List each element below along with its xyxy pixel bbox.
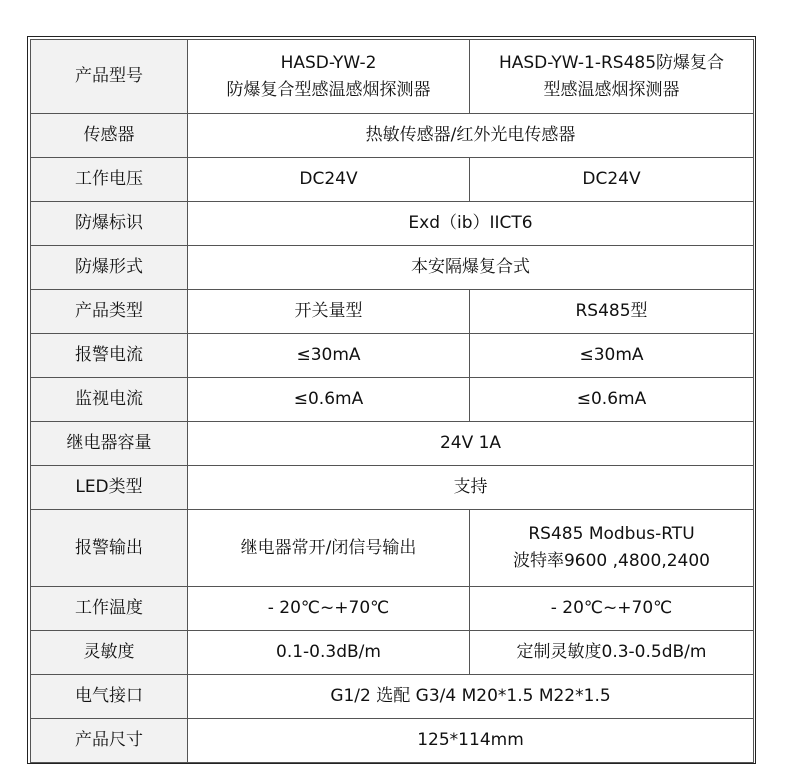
row-value-cell [188, 202, 754, 246]
cell-text-line: 型感温感烟探测器 [543, 79, 680, 100]
table-row [31, 202, 754, 246]
cell-text-line: RS485型 [575, 301, 648, 321]
cell-text-line: ≤30mA [296, 345, 361, 365]
table-row [31, 719, 754, 763]
row-label: 传感器 [31, 114, 188, 158]
row-value-cell [188, 587, 470, 631]
row-value-cell [188, 334, 470, 378]
row-value-cell [188, 631, 470, 675]
cell-text-line: ≤0.6mA [576, 389, 647, 409]
row-value-cell [188, 40, 470, 114]
table-row [31, 675, 754, 719]
table-row [31, 246, 754, 290]
table-row [31, 378, 754, 422]
row-value-cell [188, 422, 754, 466]
row-label: 产品型号 [31, 40, 188, 114]
table-row [31, 114, 754, 158]
row-value-cell [470, 587, 754, 631]
cell-text-line: - 20℃~+70℃ [550, 598, 673, 618]
row-value-cell [188, 378, 470, 422]
cell-text-line: 继电器常开/闭信号输出 [240, 537, 417, 558]
spec-table [30, 39, 754, 763]
cell-text-line: 防爆复合型感温感烟探测器 [226, 79, 431, 100]
row-label: 产品尺寸 [31, 719, 188, 763]
cell-text-line: 支持 [453, 477, 488, 497]
table-row [31, 631, 754, 675]
spec-table-body [31, 40, 754, 763]
cell-text-line: - 20℃~+70℃ [267, 598, 390, 618]
row-label: 工作温度 [31, 587, 188, 631]
row-value-cell [470, 378, 754, 422]
table-row [31, 587, 754, 631]
row-value-cell [470, 334, 754, 378]
cell-text-line: 定制灵敏度0.3-0.5dB/m [516, 642, 707, 662]
row-label: 防爆形式 [31, 246, 188, 290]
row-label: 防爆标识 [31, 202, 188, 246]
row-value-cell [188, 719, 754, 763]
cell-text-line: DC24V [299, 169, 358, 189]
cell-text-line: 本安隔爆复合式 [411, 257, 530, 277]
row-value-cell [470, 631, 754, 675]
cell-text-line: HASD-YW-1-RS485防爆复合 [498, 52, 725, 73]
row-value-cell [470, 510, 754, 587]
cell-text-line: 开关量型 [294, 301, 363, 321]
cell-text-line: G1/2 选配 G3/4 M20*1.5 M22*1.5 [330, 686, 611, 706]
row-value-cell [188, 510, 470, 587]
cell-text-line: 0.1-0.3dB/m [276, 642, 381, 662]
cell-text-line: ≤0.6mA [293, 389, 364, 409]
row-label: LED类型 [31, 466, 188, 510]
row-value-cell [188, 290, 470, 334]
cell-text-line: HASD-YW-2 [280, 52, 377, 73]
row-label: 灵敏度 [31, 631, 188, 675]
table-row [31, 422, 754, 466]
row-value-cell [470, 158, 754, 202]
table-row [31, 510, 754, 587]
row-label: 报警输出 [31, 510, 188, 587]
cell-text-line: RS485 Modbus-RTU [528, 524, 695, 544]
cell-text-line: 24V 1A [439, 433, 502, 453]
row-label: 监视电流 [31, 378, 188, 422]
row-label: 产品类型 [31, 290, 188, 334]
cell-text-line: 125*114mm [417, 730, 524, 750]
cell-text-line: Exd（ib）IICT6 [408, 213, 533, 233]
row-value-cell [188, 466, 754, 510]
cell-text-line: 波特率9600 ,4800,2400 [512, 551, 710, 571]
table-row [31, 40, 754, 114]
row-label: 工作电压 [31, 158, 188, 202]
row-value-cell [188, 675, 754, 719]
row-value-cell [470, 290, 754, 334]
table-row [31, 158, 754, 202]
row-label: 电气接口 [31, 675, 188, 719]
cell-text-line: 热敏传感器/红外光电传感器 [365, 125, 576, 145]
table-row [31, 290, 754, 334]
row-value-cell [188, 114, 754, 158]
row-label: 继电器容量 [31, 422, 188, 466]
row-value-cell [188, 158, 470, 202]
table-row [31, 334, 754, 378]
row-label: 报警电流 [31, 334, 188, 378]
cell-text-line: ≤30mA [579, 345, 644, 365]
row-value-cell [470, 40, 754, 114]
row-value-cell [188, 246, 754, 290]
table-row [31, 466, 754, 510]
cell-text-line: DC24V [582, 169, 641, 189]
